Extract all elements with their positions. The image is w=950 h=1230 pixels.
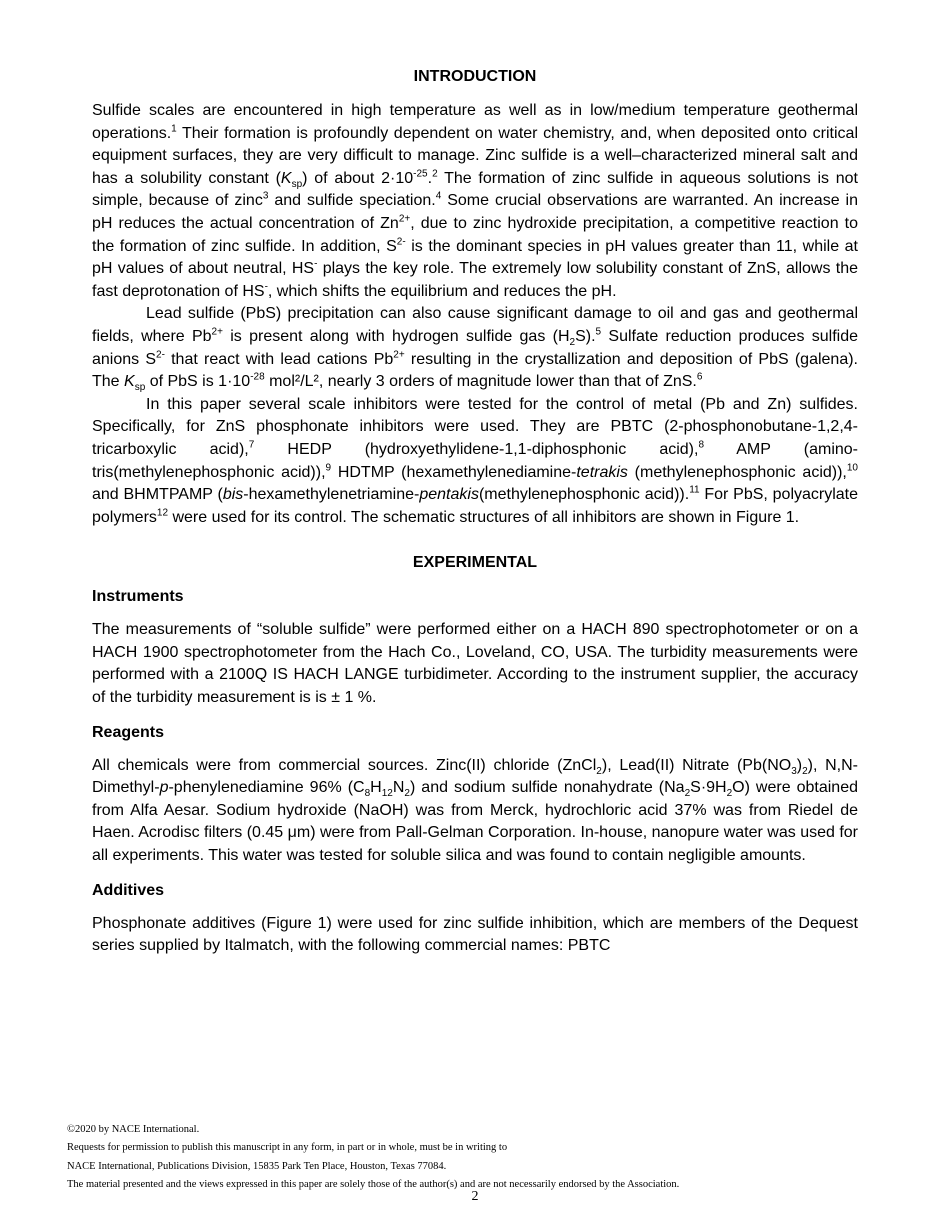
introduction-paragraph-1: Sulfide scales are encountered in high temperature as well as in low/medium temperature geothermal operations.$^1$ Their formation is profoundly dependent on water chemistry, and, when deposited onto critical equipment surfaces, they are very difficult to manage. Zinc sulfide is a well–characterized mineral salt and has a solubility constant $(K_{sp})$ of about $2\cdot 10^{-25}.^2$ The formation of zinc sulfide in aqueous solutions is not simple, because of zinc$^3$ and sulfide speciation.$^4$ Some crucial observations are warranted. An increase in pH reduces the actual concentration of $Zn^{2+}$, due to zinc hydroxide precipitation, a competitive reaction to the formation of zinc sulfide. In addition, $S^{2-}$ is the dominant species in pH values greater than 11, while at pH values of about neutral, HS- plays the key role. The extremely low solubility constant of ZnS, allows the fast deprotonation of HS-, which shifts the equilibrium and reduces the pH. xyxy=(92,102,859,300)
citation-6: 6 xyxy=(696,371,703,383)
citation-4: 4 xyxy=(435,191,442,203)
additives-heading: Additives xyxy=(92,881,165,899)
experimental-heading: EXPERIMENTAL xyxy=(412,554,538,572)
citation-7: 7 xyxy=(248,439,255,451)
reagents-paragraph: All chemicals were from commercial sources. Zinc(II) chloride (ZnCl$_2$), Lead(II) Nitrate $(Pb(NO_3)_2)$, N,N-Dimethyl-p-phenylenediamine 96% $(C_8H_{12}N_2)$ and sodium sulfide nonahydrate $(Na_2S\cdot 9H_2O)$ were obtained from Alfa Aesar. Sodium hydroxide (NaOH) was from Merck, hydrochloric acid 37% was from Riedel de Haen. Acrodisc filters (0.45 μm) were from Pall-Gelman Corporation. In-house, nanopure water was used for all experiments. This water was tested for soluble silica and was found to contain negligible amounts. xyxy=(92,756,859,865)
citation-10: 10 xyxy=(846,462,858,474)
introduction-paragraph-3: In this paper several scale inhibitors were tested for the control of metal (Pb and Zn) sulfides. Specifically, for ZnS phosphonate inhibitors were used. They are PBTC (2-phosphonobutane-1,2,4-tricarboxylic acid),$^7$ HEDP (hydroxyethylidene-1,1-diphosphonic acid),$^8$ AMP (amino-tris(methylenephosphonic acid)),$^9$ HDTMP (hexamethylenediamine-tetrakis (methylenephosphonic acid)),$^{10}$ and BHMTPAMP (bis-hexamethylenetriamine-pentakis(methylenephosphonic acid)).$^{11}$ For PbS, polyacrylate polymers$^{12}$ were used for its control. The schematic structures of all inhibitors are shown in Figure 1. xyxy=(92,395,859,526)
instruments-paragraph: The measurements of “soluble sulfide” were performed either on a HACH 890 spectrophotometer or on a HACH 1900 spectrophotometer from the Hach Co., Loveland, CO, USA. The turbidity measurements were performed with a 2100Q IS HACH LANGE turbidimeter. According to the instrument supplier, the accuracy of the turbidity measurement is is ± 1 %. xyxy=(92,621,858,707)
citation-11: 11 xyxy=(689,484,700,496)
copyright-footer xyxy=(67,1121,887,1194)
footer-address: NACE International, Publications Division, 15835 Park Ten Place, Houston, Texas 77084. xyxy=(67,1160,447,1172)
footer-copyright: ©2020 by NACE International. xyxy=(67,1124,200,1135)
footer-permissions: Requests for permission to publish this manuscript in any form, in part or in whole, must be in writing to xyxy=(67,1142,508,1154)
footer-disclaimer: The material presented and the views expressed in this paper are solely those of the author(s) and are not necessarily endorsed by the Association. xyxy=(67,1178,680,1190)
citation-1: 1 xyxy=(171,123,177,135)
additives-paragraph: Phosphonate additives (Figure 1) were used for zinc sulfide inhibition, which are members of the Dequest series supplied by Italmatch, with the following commercial names: PBTC xyxy=(92,914,858,955)
reagents-heading: Reagents xyxy=(92,723,165,741)
page-content xyxy=(92,66,858,958)
introduction-paragraph-2: Lead sulfide (PbS) precipitation can also cause significant damage to oil and gas and geothermal fields, where $Pb^{2+}$ is present along with hydrogen sulfide gas $(H_2S).^5$ Sulfate reduction produces sulfide anions $S^{2-}$ that react with lead cations $Pb^{2+}$ resulting in the crystallization and deposition of PbS (galena). The $K_{sp}$ of PbS is $1\cdot 10^{-28}$ mol²/L², nearly 3 orders of magnitude lower than that of ZnS.$^6$ xyxy=(92,305,859,394)
page-number: 2 xyxy=(471,1189,479,1204)
citation-2: 2 xyxy=(432,168,438,180)
citation-12: 12 xyxy=(156,507,169,519)
citation-8: 8 xyxy=(698,439,705,451)
citation-5: 5 xyxy=(595,326,602,338)
citation-9: 9 xyxy=(325,462,332,474)
citation-3: 3 xyxy=(262,191,269,203)
instruments-heading: Instruments xyxy=(92,588,184,606)
introduction-heading: INTRODUCTION xyxy=(413,68,537,85)
